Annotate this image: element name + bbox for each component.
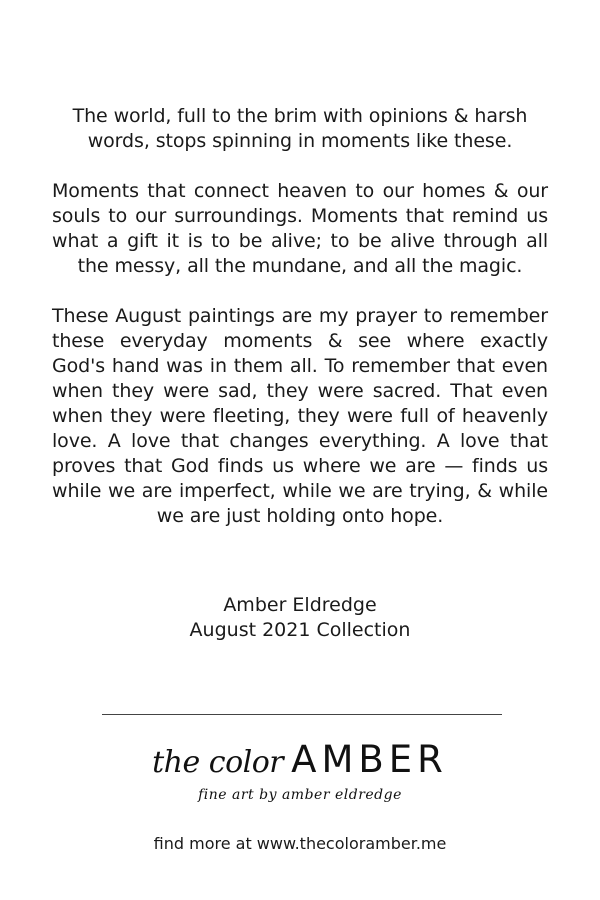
paragraph-2: Moments that connect heaven to our homes & our souls to our surroundings. Moments that remind us what a gift it is to be alive; to be alive through all the messy, all the mundane, and all the magic. xyxy=(52,180,548,277)
letter-body xyxy=(52,104,548,529)
collection-name: August 2021 Collection xyxy=(189,619,411,641)
logo-script-text: the color xyxy=(152,745,284,780)
logo-tagline: fine art by amber eldredge xyxy=(198,787,402,803)
logo-wordmark xyxy=(152,738,448,781)
brand-logo xyxy=(0,738,600,803)
divider xyxy=(102,714,502,715)
author-name: Amber Eldredge xyxy=(223,594,377,616)
footer-website-text: find more at www.thecoloramber.me xyxy=(153,834,447,853)
signature-block xyxy=(0,593,600,643)
logo-caps-text: AMBER xyxy=(291,738,448,781)
paragraph-3: These August paintings are my prayer to remember these everyday moments & see where exactly God's hand was in them all. To remember that even when they were sad, they were sacred. That even when they were fleeting, they were full of heavenly love. A love that changes everything. A love that proves that God finds us where we are — finds us while we are imperfect, while we are trying, & while we are just holding onto hope. xyxy=(52,305,548,527)
paragraph-1: The world, full to the brim with opinions & harsh words, stops spinning in moments like these. xyxy=(72,105,528,152)
